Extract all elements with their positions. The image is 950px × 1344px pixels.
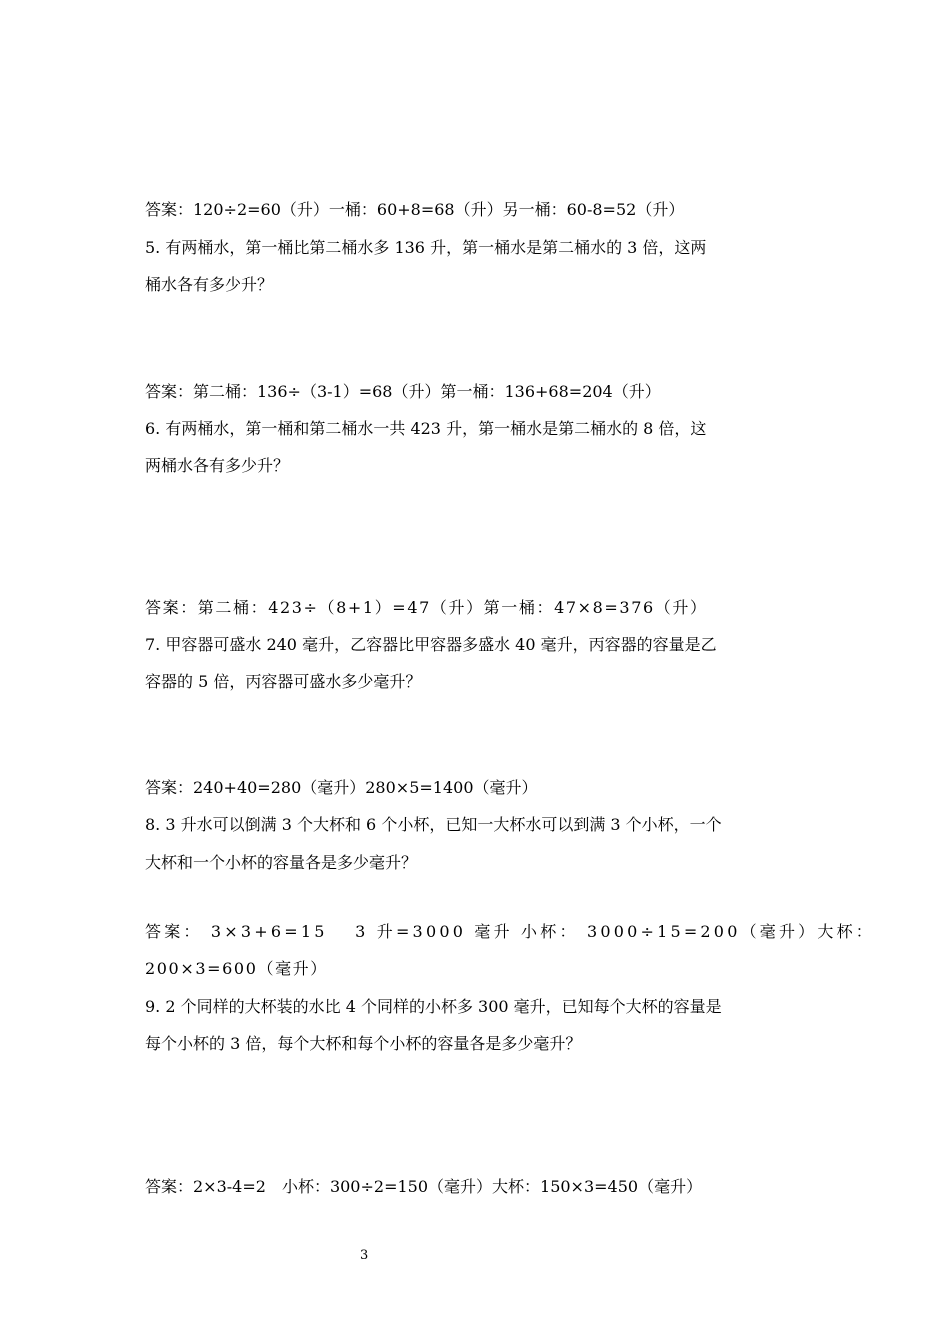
question-8-line-2: 大杯和一个小杯的容量各是多少毫升？	[145, 853, 418, 872]
question-8-line-1: 8. 3 升水可以倒满 3 个大杯和 6 个小杯，已知一大杯水可以到满 3 个小杯，一个	[145, 815, 722, 834]
answer-8-line-2: 200×3=600（毫升）	[145, 959, 328, 978]
answer-7: 答案：240+40=280（毫升）280×5=1400（毫升）	[145, 778, 538, 797]
question-5-line-1: 5. 有两桶水，第一桶比第二桶水多 136 升，第一桶水是第二桶水的 3 倍，这两	[145, 238, 707, 257]
question-7-line-2: 容器的 5 倍，丙容器可盛水多少毫升？	[145, 672, 422, 691]
question-7-line-1: 7. 甲容器可盛水 240 毫升，乙容器比甲容器多盛水 40 毫升，丙容器的容量是乙	[145, 635, 717, 654]
page-number: 3	[360, 1248, 369, 1263]
question-6-line-2: 两桶水各有多少升？	[145, 456, 290, 475]
answer-5: 答案：第二桶：136÷（3-1）=68（升）第一桶：136+68=204（升）	[145, 382, 661, 401]
answer-9: 答案：2×3-4=2 小杯：300÷2=150（毫升）大杯：150×3=450（毫升）	[145, 1177, 703, 1196]
question-9-line-1: 9. 2 个同样的大杯装的水比 4 个同样的小杯多 300 毫升，已知每个大杯的容量是	[145, 997, 722, 1016]
answer-8-line-1: 答案： 3×3+6=15 3 升=3000 毫升 小杯： 3000÷15=200（毫升）大杯：	[145, 922, 875, 941]
question-5-line-2: 桶水各有多少升？	[145, 275, 274, 294]
question-9-line-2: 每个小杯的 3 倍，每个大杯和每个小杯的容量各是多少毫升？	[145, 1034, 582, 1053]
question-6-line-1: 6. 有两桶水，第一桶和第二桶水一共 423 升，第一桶水是第二桶水的 8 倍，这	[145, 419, 707, 438]
answer-4: 答案：120÷2=60（升）一桶：60+8=68（升）另一桶：60-8=52（升）	[145, 200, 685, 219]
answer-6: 答案：第二桶：423÷（8+1）=47（升）第一桶：47×8=376（升）	[145, 598, 708, 617]
